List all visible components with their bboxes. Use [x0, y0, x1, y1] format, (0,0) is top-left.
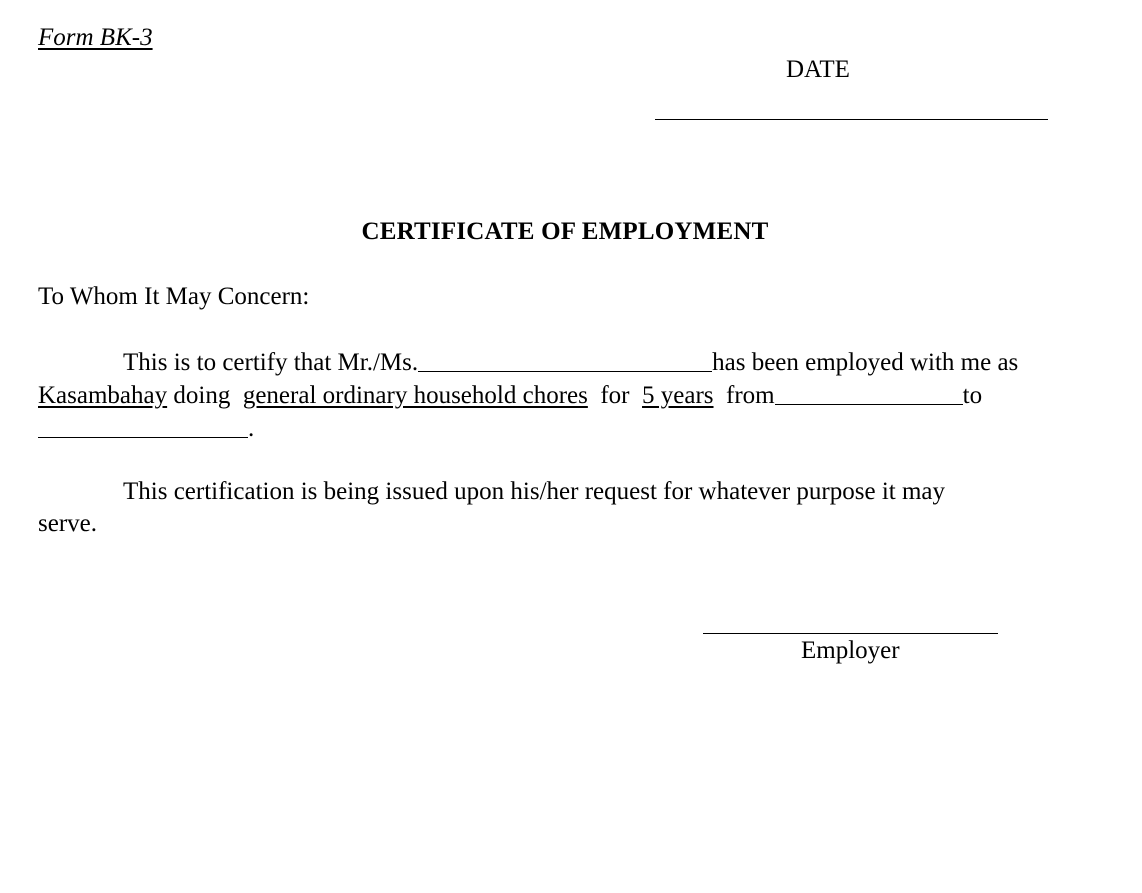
- signature-line[interactable]: [703, 633, 998, 634]
- paragraph1-line1: [123, 347, 1018, 378]
- from-text: from: [726, 382, 775, 409]
- for-text: for: [600, 382, 630, 409]
- employee-name-field[interactable]: [418, 349, 712, 372]
- signature-label: Employer: [801, 637, 900, 664]
- paragraph1-line3: [38, 413, 254, 444]
- form-code: Form BK-3: [38, 24, 153, 51]
- paragraph2-line2: serve.: [38, 510, 97, 537]
- end-date-field[interactable]: [38, 415, 248, 438]
- period-end: .: [248, 415, 255, 442]
- salutation: To Whom It May Concern:: [38, 283, 310, 310]
- paragraph2-line1: This certification is being issued upon his/her request for whatever purpose it may: [123, 478, 946, 505]
- date-label: DATE: [786, 56, 850, 83]
- employed-text: has been employed with me as: [712, 349, 1019, 376]
- paragraph1-line2: [38, 380, 982, 411]
- duration-value: 5 years: [642, 382, 714, 409]
- position-value: Kasambahay: [38, 382, 168, 409]
- duties-value: general ordinary household chores: [242, 382, 588, 409]
- certify-intro: This is to certify that Mr./Ms.: [123, 349, 419, 376]
- date-field-line[interactable]: [655, 119, 1048, 120]
- document-title: CERTIFICATE OF EMPLOYMENT: [361, 218, 769, 245]
- to-text: to: [962, 382, 983, 409]
- start-date-field[interactable]: [775, 382, 963, 405]
- doing-text: doing: [173, 382, 231, 409]
